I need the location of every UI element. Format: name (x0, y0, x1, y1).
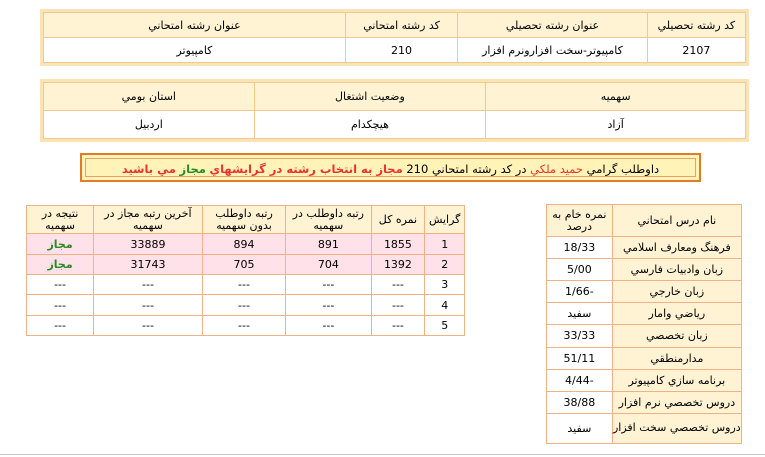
total-score: --- (371, 315, 425, 335)
course-name: دروس تخصصي نرم افزار (612, 391, 741, 413)
quota-result: --- (27, 275, 94, 295)
quota-result: مجاز (27, 254, 94, 274)
rank-without-quota: 705 (202, 254, 285, 274)
table-row (547, 347, 742, 369)
quota-value: آزاد (486, 111, 746, 139)
table-row (547, 413, 742, 443)
exam-field-info-table (43, 12, 746, 63)
last-allowed-rank: --- (94, 315, 203, 335)
employment-status-value: هيچكدام (254, 111, 486, 139)
total-score-header: نمره كل (371, 206, 425, 234)
course-score: سفيد (547, 413, 613, 443)
table-row (547, 259, 742, 281)
course-score: -1/66 (547, 281, 613, 303)
study-field-title-header: عنوان رشته تحصيلي (458, 13, 648, 38)
bottom-divider (0, 454, 765, 455)
total-score: 1392 (371, 254, 425, 274)
table-row (547, 281, 742, 303)
rank-without-quota-header: رتبه داوطلب بدون سهميه (202, 206, 285, 234)
quota-header-row (44, 83, 746, 111)
table-row (27, 315, 465, 335)
course-score: -4/44 (547, 369, 613, 391)
total-score: --- (371, 295, 425, 315)
quota-result: --- (27, 315, 94, 335)
specialization-number: 1 (425, 234, 465, 254)
last-allowed-rank: --- (94, 295, 203, 315)
course-name: رياضي وامار (612, 303, 741, 325)
study-field-title-value: كامپيوتر-سخت افزارونرم افزار (458, 38, 648, 63)
message-status: مجاز (179, 162, 206, 176)
table-row (547, 369, 742, 391)
rank-without-quota: --- (202, 315, 285, 335)
message-ending: مي باشيد (121, 162, 176, 176)
rank-in-quota-header: رتبه داوطلب در سهميه (286, 206, 371, 234)
message-exam-code: 210 (406, 162, 429, 176)
eligibility-message-banner (80, 153, 701, 182)
message-salutation: داوطلب گرامي (586, 162, 660, 176)
rank-in-quota: 704 (286, 254, 371, 274)
exam-field-code-value: 210 (345, 38, 457, 63)
rank-in-quota: --- (286, 295, 371, 315)
study-field-code-header: كد رشته تحصيلي (647, 13, 745, 38)
employment-status-header: وضعيت اشتغال (254, 83, 486, 111)
quota-info-table (43, 82, 746, 139)
specialization-results-table (26, 205, 465, 336)
course-name: فرهنگ ومعارف اسلامي (612, 237, 741, 259)
table-row (547, 303, 742, 325)
course-name: دروس تخصصي سخت افزار (612, 413, 741, 443)
message-exam-code-text: در كد رشته امتحاني (431, 162, 527, 176)
last-allowed-rank: --- (94, 275, 203, 295)
candidate-name: حميد ملكي (530, 162, 583, 176)
course-scores-table (546, 204, 742, 444)
specialization-number: 5 (425, 315, 465, 335)
specialization-header-row (27, 206, 465, 234)
raw-score-header: نمره خام به درصد (547, 205, 613, 237)
table-row (27, 275, 465, 295)
quota-header: سهميه (486, 83, 746, 111)
quota-result-header: نتيجه در سهميه (27, 206, 94, 234)
study-field-code-value: 2107 (647, 38, 745, 63)
exam-field-header-row (44, 13, 746, 38)
course-name: زبان تخصصي (612, 325, 741, 347)
quota-result: مجاز (27, 234, 94, 254)
total-score: 1855 (371, 234, 425, 254)
exam-field-info-panel (40, 9, 749, 66)
last-allowed-rank: 33889 (94, 234, 203, 254)
quota-value-row (44, 111, 746, 139)
rank-in-quota: 891 (286, 234, 371, 254)
exam-field-title-value: كامپيوتر (44, 38, 346, 63)
course-header-row (547, 205, 742, 237)
rank-without-quota: 894 (202, 234, 285, 254)
course-name: مدارمنطقي (612, 347, 741, 369)
exam-field-title-header: عنوان رشته امتحاني (44, 13, 346, 38)
eligibility-message (85, 158, 696, 177)
rank-in-quota: --- (286, 275, 371, 295)
specialization-number: 2 (425, 254, 465, 274)
total-score: --- (371, 275, 425, 295)
table-row (547, 325, 742, 347)
specialization-number: 4 (425, 295, 465, 315)
course-score: 38/88 (547, 391, 613, 413)
course-name: زبان خارجي (612, 281, 741, 303)
specialization-header: گرايش (425, 206, 465, 234)
native-province-header: استان بومي (44, 83, 255, 111)
quota-info-panel (40, 79, 749, 142)
last-allowed-rank-header: آخرين رتبه مجاز در سهميه (94, 206, 203, 234)
course-name-header: نام درس امتحاني (612, 205, 741, 237)
course-name: برنامه سازي كامپيوتر (612, 369, 741, 391)
table-row (27, 295, 465, 315)
last-allowed-rank: 31743 (94, 254, 203, 274)
exam-field-value-row (44, 38, 746, 63)
quota-result: --- (27, 295, 94, 315)
table-row (547, 237, 742, 259)
course-score: 33/33 (547, 325, 613, 347)
rank-in-quota: --- (286, 315, 371, 335)
course-score: 51/11 (547, 347, 613, 369)
specialization-number: 3 (425, 275, 465, 295)
course-name: زبان وادبيات فارسي (612, 259, 741, 281)
message-allowed-text: مجاز به انتخاب رشته در گرايشهاي (209, 162, 403, 176)
course-score: 5/00 (547, 259, 613, 281)
table-row (547, 391, 742, 413)
table-row (27, 234, 465, 254)
rank-without-quota: --- (202, 295, 285, 315)
native-province-value: اردبيل (44, 111, 255, 139)
course-score: سفيد (547, 303, 613, 325)
exam-field-code-header: كد رشته امتحاني (345, 13, 457, 38)
course-score: 18/33 (547, 237, 613, 259)
rank-without-quota: --- (202, 275, 285, 295)
table-row (27, 254, 465, 274)
